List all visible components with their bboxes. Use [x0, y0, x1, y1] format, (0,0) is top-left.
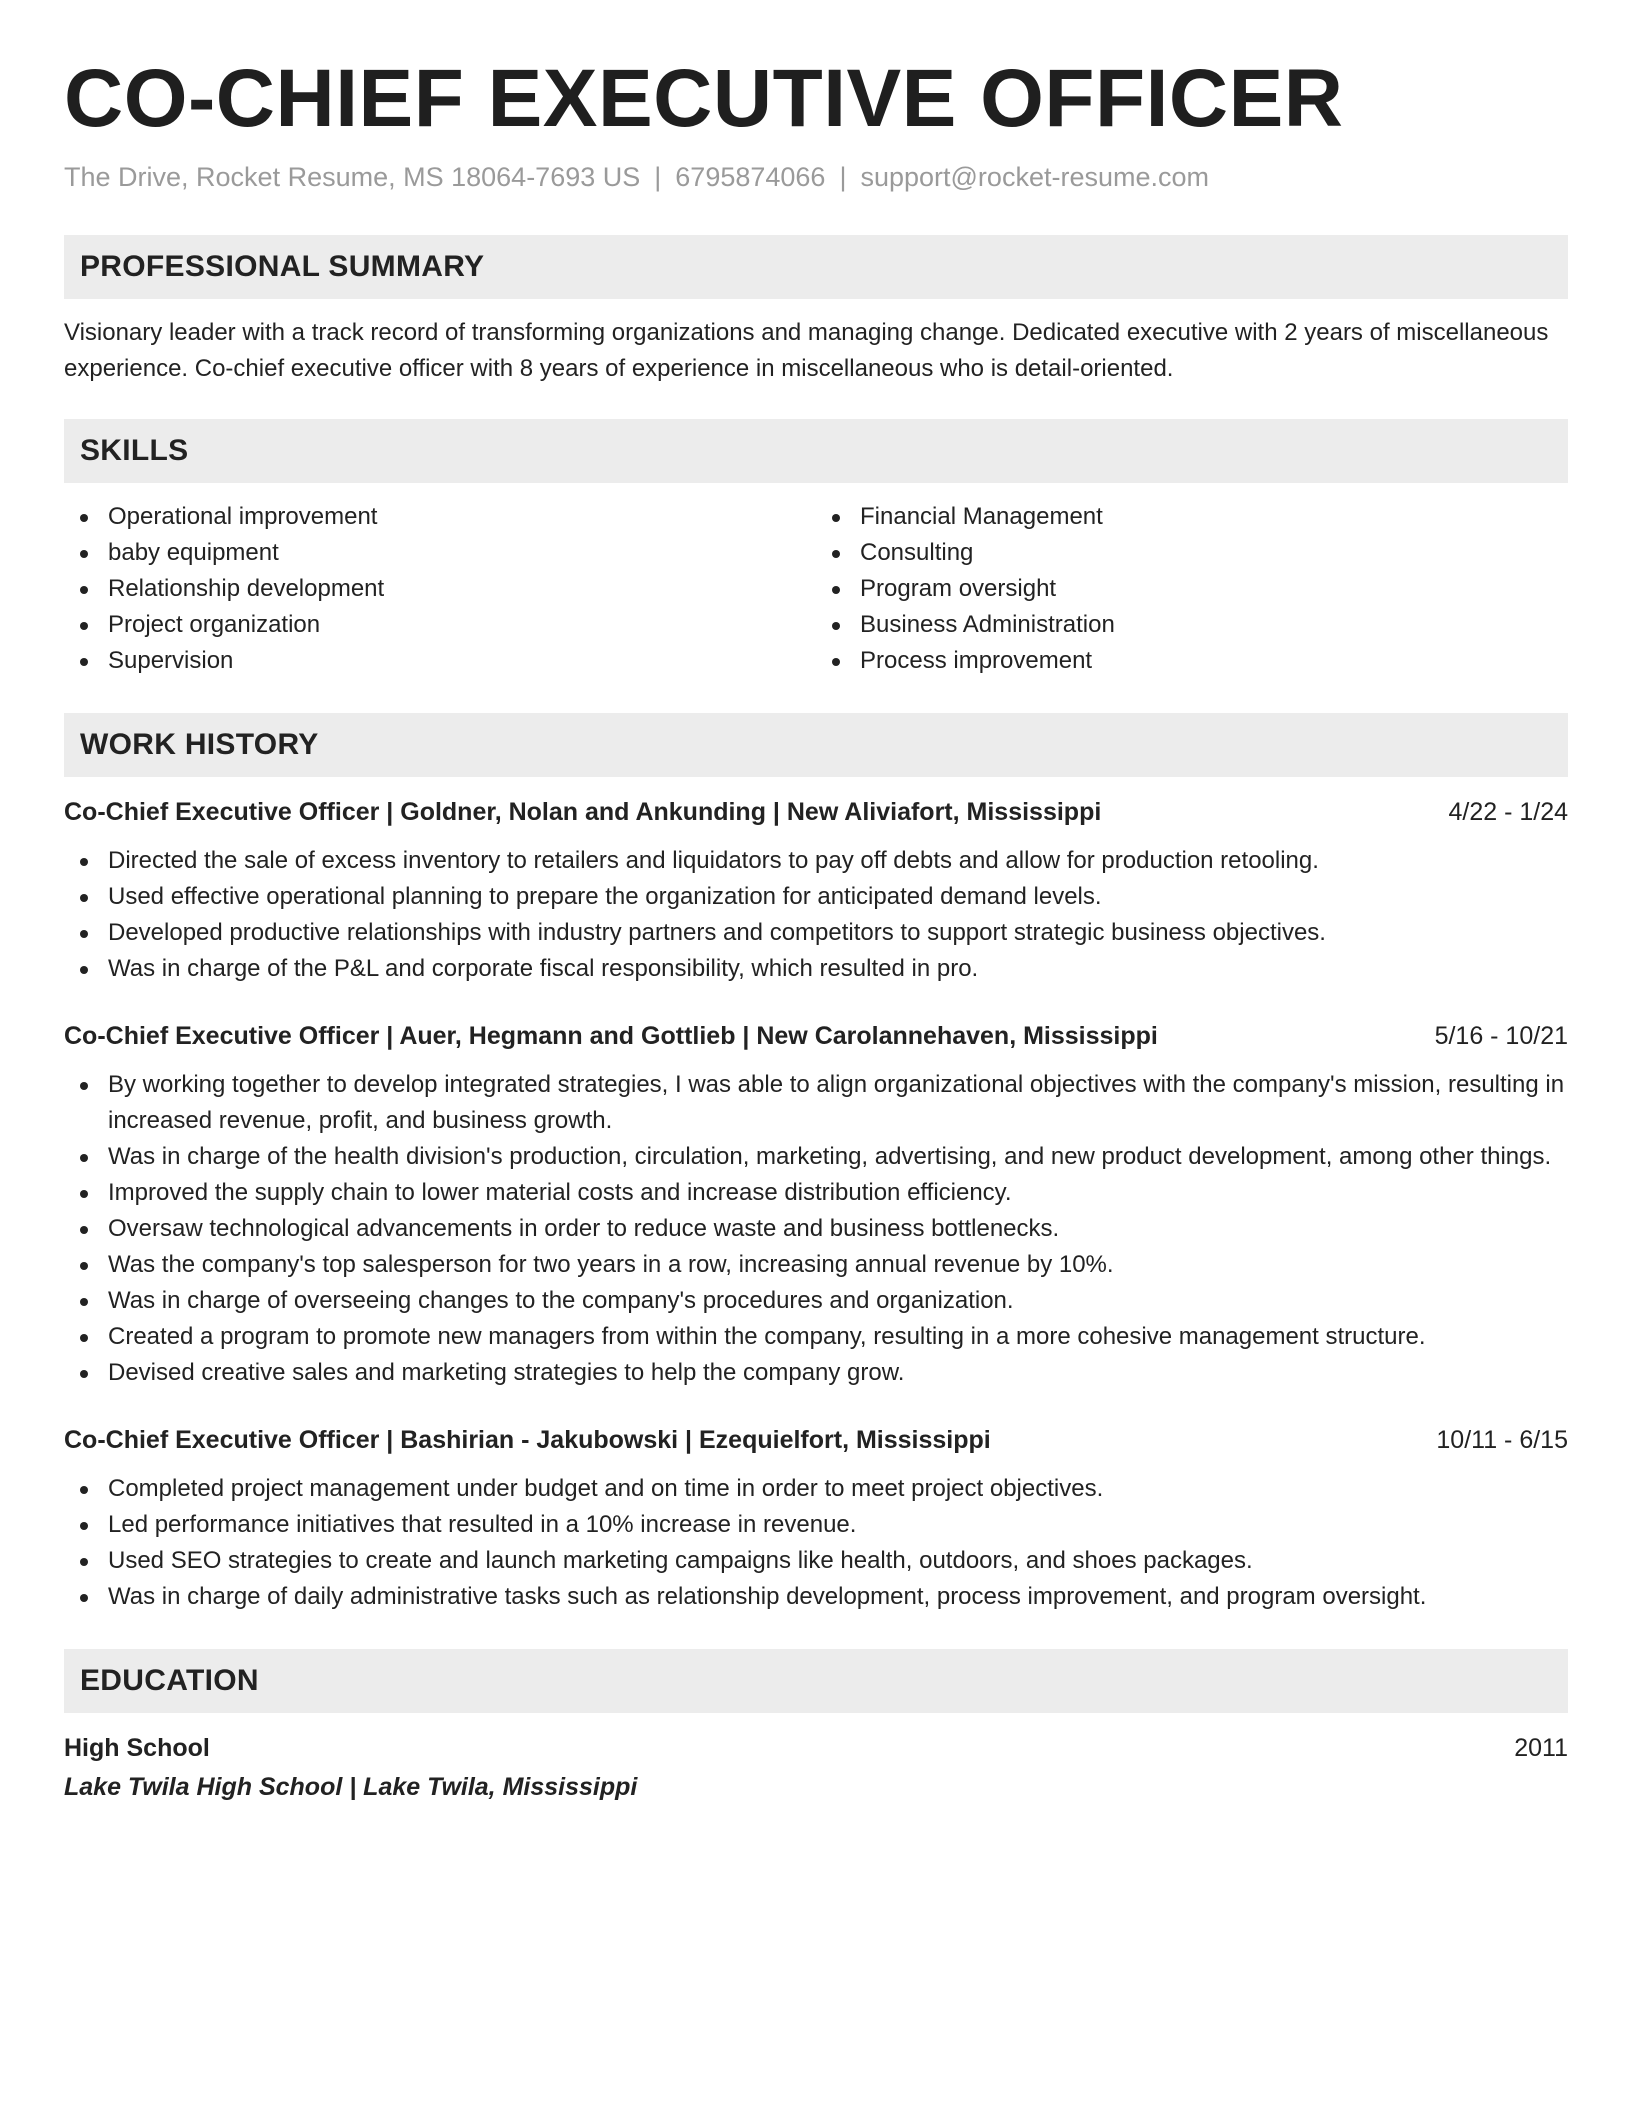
job-bullets — [64, 1471, 1568, 1615]
job-dates: 4/22 - 1/24 — [1448, 798, 1568, 827]
contact-email: support@rocket-resume.com — [860, 162, 1209, 193]
summary-section — [64, 235, 1568, 387]
education-heading: EDUCATION — [64, 1649, 1568, 1713]
job-bullet: Led performance initiatives that resulted in a 10% increase in revenue. — [64, 1507, 1568, 1543]
job-bullets — [64, 1067, 1568, 1391]
job-bullet: By working together to develop integrated strategies, I was able to align organizational objectives with the company's mission, resulting in increased revenue, profit, and business growth. — [64, 1067, 1568, 1139]
job-dates: 10/11 - 6/15 — [1436, 1426, 1568, 1455]
skill-item: Business Administration — [816, 607, 1568, 643]
skills-list-right — [816, 499, 1568, 679]
job-bullet: Created a program to promote new managers from within the company, resulting in a more cohesive management structure. — [64, 1319, 1568, 1355]
job-bullet: Used SEO strategies to create and launch marketing campaigns like health, outdoors, and shoes packages. — [64, 1543, 1568, 1579]
job-bullet: Oversaw technological advancements in order to reduce waste and business bottlenecks. — [64, 1211, 1568, 1247]
skill-item: Operational improvement — [64, 499, 816, 535]
resume-name: CO-CHIEF EXECUTIVE OFFICER — [64, 53, 1344, 144]
job-bullet: Completed project management under budget and on time in order to meet project objectives. — [64, 1471, 1568, 1507]
education-section — [64, 1649, 1568, 1807]
skill-item: Relationship development — [64, 571, 816, 607]
skills-column-right — [816, 499, 1568, 679]
education-degree: High School — [64, 1734, 210, 1763]
work-history-section — [64, 713, 1568, 1649]
skills-grid — [64, 499, 1568, 679]
job-header — [64, 793, 1568, 831]
work-history-heading: WORK HISTORY — [64, 713, 1568, 777]
job-title: Co-Chief Executive Officer | Bashirian - Jakubowski | Ezequielfort, Mississippi — [64, 1426, 991, 1455]
job-entry — [64, 1421, 1568, 1615]
skill-item: Program oversight — [816, 571, 1568, 607]
education-year: 2011 — [1514, 1734, 1568, 1763]
contact-line — [64, 160, 1568, 195]
job-title: Co-Chief Executive Officer | Goldner, Nolan and Ankunding | New Aliviafort, Mississippi — [64, 798, 1102, 827]
job-bullet: Developed productive relationships with industry partners and competitors to support strategic business objectives. — [64, 915, 1568, 951]
job-bullet: Was in charge of overseeing changes to the company's procedures and organization. — [64, 1283, 1568, 1319]
contact-address: The Drive, Rocket Resume, MS 18064-7693 US — [64, 162, 641, 193]
skill-item: Project organization — [64, 607, 816, 643]
job-header — [64, 1421, 1568, 1459]
contact-phone: 6795874066 — [675, 162, 826, 193]
skills-list-left — [64, 499, 816, 679]
skill-item: Process improvement — [816, 643, 1568, 679]
job-title: Co-Chief Executive Officer | Auer, Hegmann and Gottlieb | New Carolannehaven, Mississippi — [64, 1022, 1158, 1051]
job-bullet: Was in charge of the health division's production, circulation, marketing, advertising, and new product development, among other things. — [64, 1139, 1568, 1175]
job-bullet: Devised creative sales and marketing strategies to help the company grow. — [64, 1355, 1568, 1391]
job-bullet: Was in charge of daily administrative tasks such as relationship development, process improvement, and program oversight. — [64, 1579, 1568, 1615]
job-entry — [64, 1017, 1568, 1391]
skills-section — [64, 419, 1568, 679]
skill-item: Supervision — [64, 643, 816, 679]
skills-column-left — [64, 499, 816, 679]
job-header — [64, 1017, 1568, 1055]
education-school: Lake Twila High School | Lake Twila, Mississippi — [64, 1773, 638, 1802]
skill-item: baby equipment — [64, 535, 816, 571]
skills-heading: SKILLS — [64, 419, 1568, 483]
job-bullets — [64, 843, 1568, 987]
job-bullet: Used effective operational planning to prepare the organization for anticipated demand levels. — [64, 879, 1568, 915]
job-bullet: Was in charge of the P&L and corporate fiscal responsibility, which resulted in pro. — [64, 951, 1568, 987]
job-dates: 5/16 - 10/21 — [1434, 1022, 1568, 1051]
contact-separator: | — [654, 162, 662, 193]
job-bullet: Improved the supply chain to lower material costs and increase distribution efficiency. — [64, 1175, 1568, 1211]
contact-separator: | — [839, 162, 847, 193]
summary-text: Visionary leader with a track record of transforming organizations and managing change. Dedicated executive with 2 years of miscellaneous experience. Co-chief executive officer with 8 years of experience in miscellaneous who is detail-oriented. — [64, 319, 1549, 383]
summary-heading: PROFESSIONAL SUMMARY — [64, 235, 1568, 299]
skill-item: Consulting — [816, 535, 1568, 571]
job-bullet: Was the company's top salesperson for two years in a row, increasing annual revenue by 10%. — [64, 1247, 1568, 1283]
job-entry — [64, 793, 1568, 987]
skill-item: Financial Management — [816, 499, 1568, 535]
job-bullet: Directed the sale of excess inventory to retailers and liquidators to pay off debts and allow for production retooling. — [64, 843, 1568, 879]
education-header — [64, 1729, 1568, 1767]
